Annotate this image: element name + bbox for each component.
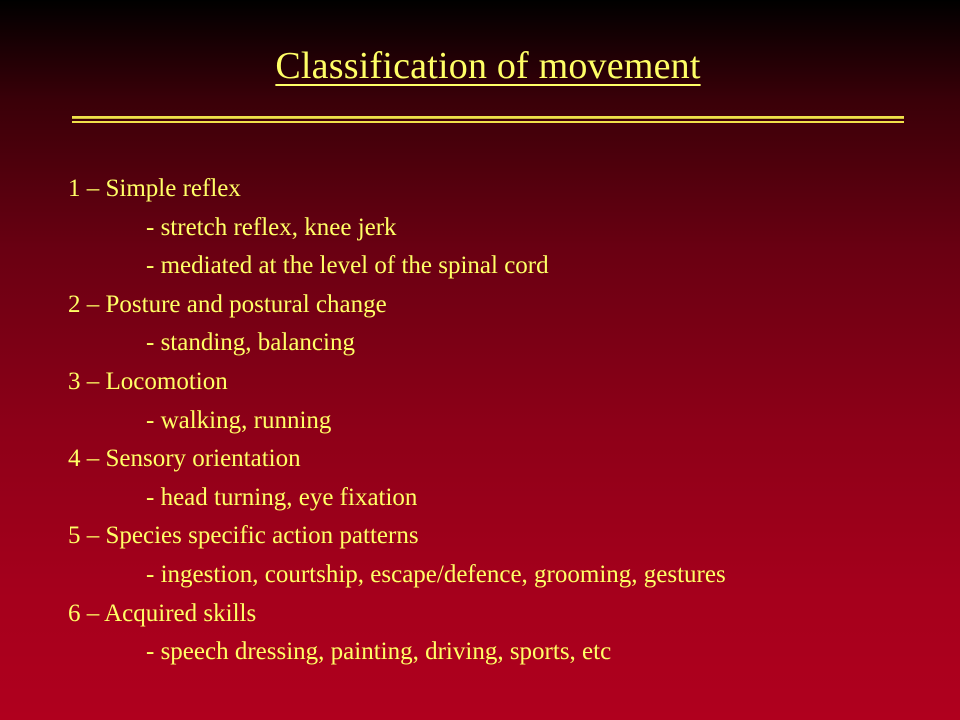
list-item-detail: - walking, running (146, 406, 332, 434)
list-item-detail: - stretch reflex, knee jerk (146, 213, 397, 241)
list-item-heading: 6 – Acquired skills (68, 599, 257, 627)
list-item-heading: 1 – Simple reflex (68, 175, 241, 202)
list-item-heading: 4 – Sensory orientation (68, 445, 301, 473)
slide-title: Classification of movement (275, 45, 701, 87)
list-item-heading: 2 – Posture and postural change (68, 290, 387, 318)
list-item-detail: - speech dressing, painting, driving, sports, etc (146, 638, 612, 666)
list-item-detail: - mediated at the level of the spinal cord (146, 252, 549, 280)
list-item-detail: - ingestion, courtship, escape/defence, grooming, gestures (146, 560, 726, 588)
list-item-heading: 3 – Locomotion (68, 367, 228, 395)
title-divider (72, 116, 904, 123)
list-item-detail: - head turning, eye fixation (146, 483, 418, 511)
classification-list (68, 170, 948, 672)
list-item-detail: - standing, balancing (146, 329, 355, 357)
list-item-heading: 5 – Species specific action patterns (68, 522, 419, 550)
